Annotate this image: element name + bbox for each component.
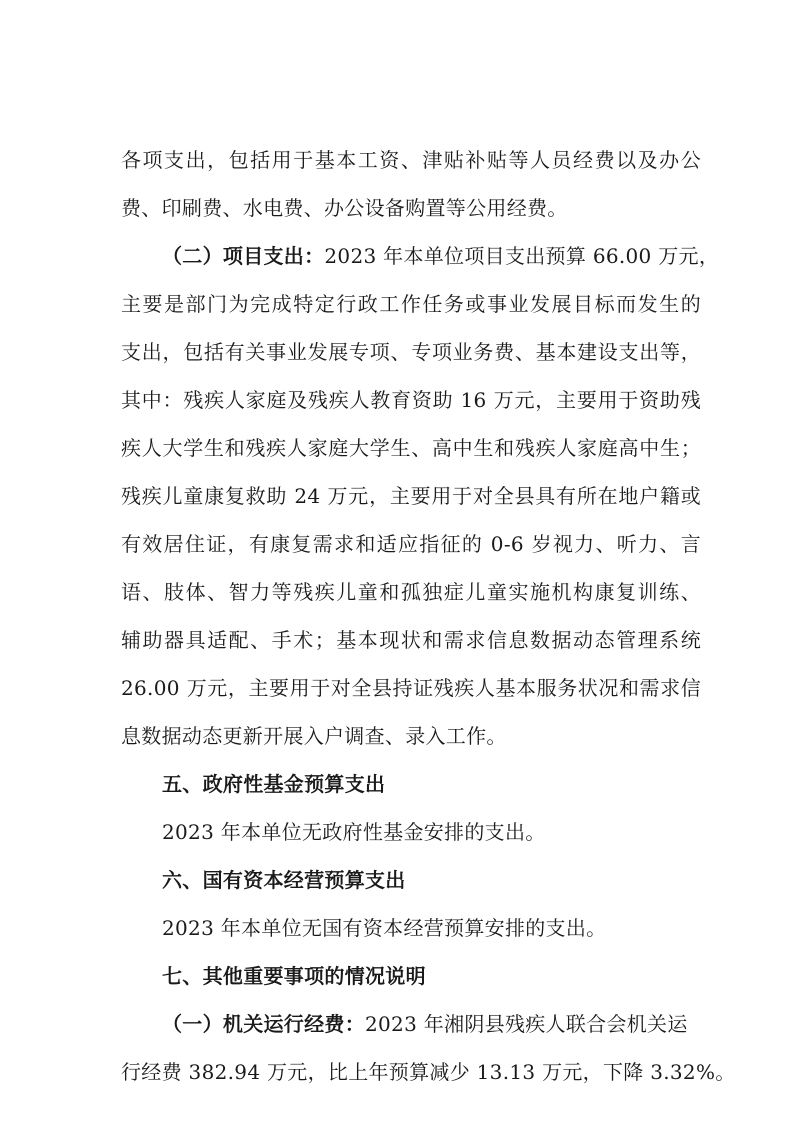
- operating-expense-intro: 2023 年湘阴县残疾人联合会机关运: [365, 1012, 688, 1036]
- section-body-5: 2023 年本单位无政府性基金安排的支出。: [162, 820, 546, 844]
- paragraph-line: 语、肢体、智力等残疾儿童和孤独症儿童实施机构康复训练、: [121, 580, 701, 604]
- operating-expense-label: （一）机关运行经费：: [162, 1012, 365, 1036]
- section-heading-6: 六、国有资本经营预算支出: [162, 868, 406, 892]
- section-heading-5: 五、政府性基金预算支出: [162, 772, 386, 796]
- paragraph-line: 支出，包括有关事业发展专项、专项业务费、基本建设支出等，: [121, 340, 701, 364]
- project-expense-intro: 2023 年本单位项目支出预算 66.00 万元，: [324, 244, 720, 268]
- operating-expense-first-line: [162, 1010, 701, 1038]
- paragraph-line: 行经费 382.94 万元，比上年预算减少 13.13 万元，下降 3.32%。: [121, 1060, 736, 1084]
- paragraph-line: 其中：残疾人家庭及残疾人教育资助 16 万元，主要用于资助残: [121, 388, 701, 412]
- section-heading-7: 七、其他重要事项的情况说明: [162, 964, 426, 988]
- paragraph-line: 各项支出，包括用于基本工资、津贴补贴等人员经费以及办公: [121, 148, 701, 172]
- paragraph-line: 主要是部门为完成特定行政工作任务或事业发展目标而发生的: [121, 292, 701, 316]
- paragraph-line: 有效居住证，有康复需求和适应指征的 0-6 岁视力、听力、言: [121, 532, 701, 556]
- project-expense-first-line: [162, 242, 720, 270]
- paragraph-line: 费、印刷费、水电费、办公设备购置等公用经费。: [121, 196, 568, 220]
- paragraph-line: 辅助器具适配、手术；基本现状和需求信息数据动态管理系统: [121, 628, 701, 652]
- paragraph-line: 残疾儿童康复救助 24 万元，主要用于对全县具有所在地户籍或: [121, 484, 701, 508]
- paragraph-line: 疾人大学生和残疾人家庭大学生、高中生和残疾人家庭高中生；: [121, 436, 701, 460]
- paragraph-line: 26.00 万元，主要用于对全县持证残疾人基本服务状况和需求信: [121, 676, 701, 700]
- section-body-6: 2023 年本单位无国有资本经营预算安排的支出。: [162, 916, 607, 940]
- paragraph-line: 息数据动态更新开展入户调查、录入工作。: [121, 724, 507, 748]
- project-expense-label: （二）项目支出：: [162, 244, 325, 268]
